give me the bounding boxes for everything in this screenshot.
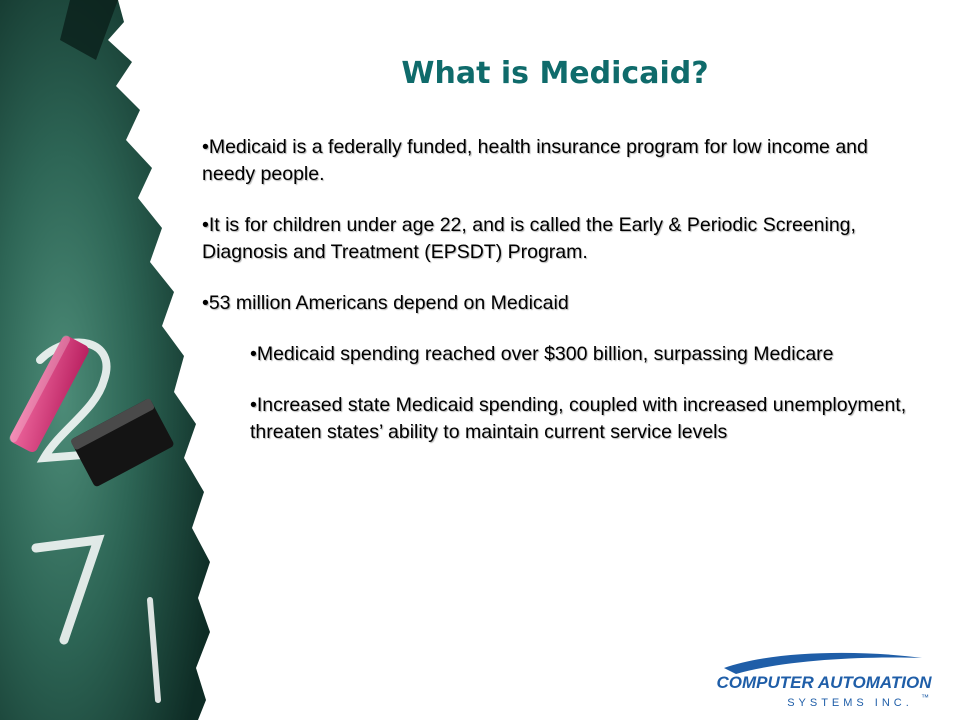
bullet-text: 53 million Americans depend on Medicaid (208, 292, 569, 314)
bullet-marker: • (202, 292, 209, 314)
trademark-symbol: ™ (921, 693, 929, 702)
bullet-list (202, 134, 914, 446)
logo-subtitle: SYSTEMS INC. (787, 697, 913, 709)
chalkboard-decoration (0, 0, 210, 720)
list-item (202, 212, 914, 266)
bullet-text: Medicaid is a federally funded, health insurance program for low income and needy people. (202, 136, 868, 185)
sub-list-item (250, 341, 914, 368)
list-item (202, 134, 914, 188)
bullet-text: Medicaid spending reached over $300 billion, surpassing Medicare (256, 343, 834, 365)
company-logo (714, 648, 934, 714)
bullet-marker: • (202, 136, 209, 158)
sub-list-item (250, 392, 914, 446)
logo-name: COMPUTER AUTOMATION (716, 673, 932, 692)
bullet-marker: • (202, 214, 209, 236)
bullet-marker: • (250, 394, 257, 416)
bullet-text: Increased state Medicaid spending, coupled with increased unemployment, threaten states’ ability to maintain current service levels (250, 394, 907, 443)
bullet-text: It is for children under age 22, and is called the Early & Periodic Screening, Diagnosis and Treatment (EPSDT) Program. (202, 214, 856, 263)
logo-swoosh (724, 653, 922, 674)
bullet-marker: • (250, 343, 257, 365)
slide-title: What is Medicaid? (401, 56, 709, 91)
list-item (202, 290, 914, 317)
